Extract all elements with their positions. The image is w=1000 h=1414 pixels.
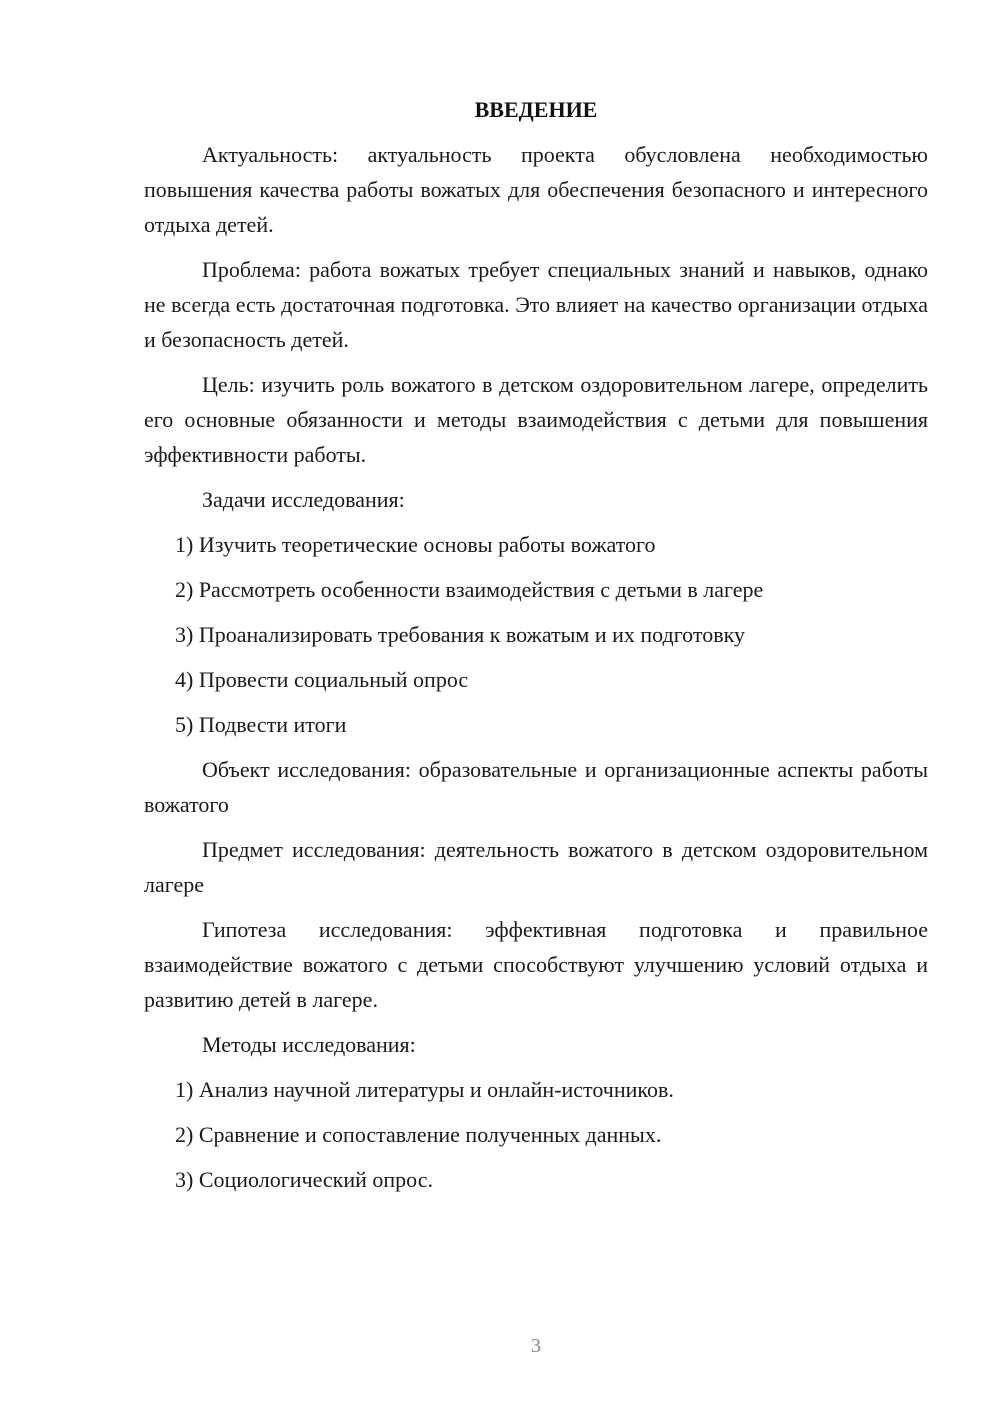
list-item: 3) Проанализировать требования к вожатым и их подготовку bbox=[175, 622, 745, 647]
list-item: 2) Рассмотреть особенности взаимодействия с детьми в лагере bbox=[175, 577, 764, 602]
page-title: ВВЕДЕНИЕ bbox=[474, 97, 598, 122]
list-item: 5) Подвести итоги bbox=[175, 712, 347, 737]
list-item: 3) Социологический опрос. bbox=[175, 1167, 433, 1192]
paragraph-relevance: Актуальность: актуальность проекта обусловлена необходимостью повышения качества работы вожатых для обеспечения безопасного и интересного отдыха детей. bbox=[144, 142, 928, 237]
list-item: 2) Сравнение и сопоставление полученных данных. bbox=[175, 1122, 662, 1147]
methods-list bbox=[144, 1072, 928, 1197]
page-number: 3 bbox=[531, 1335, 541, 1357]
list-item: 4) Провести социальный опрос bbox=[175, 667, 469, 692]
document-page bbox=[144, 92, 928, 1207]
list-item: 1) Анализ научной литературы и онлайн-источников. bbox=[175, 1077, 674, 1102]
paragraph-subject: Предмет исследования: деятельность вожатого в детском оздоровительном лагере bbox=[144, 837, 928, 897]
methods-heading: Методы исследования: bbox=[202, 1032, 416, 1057]
tasks-list bbox=[144, 527, 928, 742]
paragraph-hypothesis: Гипотеза исследования: эффективная подготовка и правильное взаимодействие вожатого с детьми способствуют улучшению условий отдыха и развитию детей в лагере. bbox=[144, 917, 928, 1012]
list-item: 1) Изучить теоретические основы работы вожатого bbox=[175, 532, 656, 557]
paragraph-object: Объект исследования: образовательные и организационные аспекты работы вожатого bbox=[144, 757, 928, 817]
paragraph-problem: Проблема: работа вожатых требует специальных знаний и навыков, однако не всегда есть достаточная подготовка. Это влияет на качество организации отдыха и безопасность детей. bbox=[144, 257, 928, 352]
paragraph-goal: Цель: изучить роль вожатого в детском оздоровительном лагере, определить его основные обязанности и методы взаимодействия с детьми для повышения эффективности работы. bbox=[144, 372, 928, 467]
tasks-heading: Задачи исследования: bbox=[202, 487, 405, 512]
